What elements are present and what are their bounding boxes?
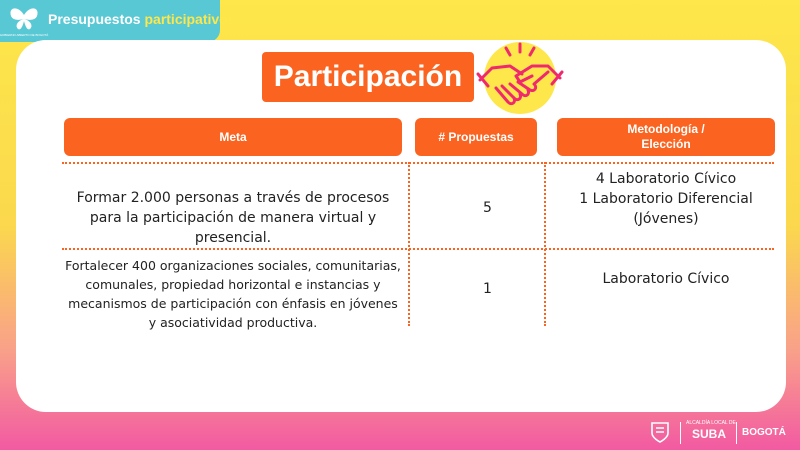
table-row-2-propuestas: 1 bbox=[483, 281, 492, 297]
handshake-icon bbox=[470, 30, 570, 120]
program-name: Presupuestos participativos bbox=[48, 11, 236, 27]
metodologia-line: Laboratorio Cívico bbox=[602, 271, 730, 287]
row-divider-top bbox=[62, 162, 774, 164]
alcaldia-suba-logo: ALCALDÍA LOCAL DE SUBA bbox=[686, 420, 736, 441]
footer-separator bbox=[680, 422, 681, 444]
bogota-logo: BOGOTÁ bbox=[742, 427, 786, 438]
column-divider-left bbox=[408, 162, 410, 326]
svg-text:GOBIERNO ABIERTO DE BOGOTÁ: GOBIERNO ABIERTO DE BOGOTÁ bbox=[0, 33, 49, 37]
metodologia-line: (Jóvenes) bbox=[633, 211, 699, 227]
metodologia-line: 4 Laboratorio Cívico bbox=[595, 171, 737, 187]
program-badge bbox=[0, 0, 236, 42]
row-divider-middle bbox=[62, 248, 774, 250]
table-row-1-metodologia bbox=[566, 169, 766, 229]
footer-logos bbox=[648, 418, 798, 446]
column-divider-right bbox=[544, 162, 546, 326]
column-header-propuestas: # Propuestas bbox=[415, 118, 537, 156]
footer-separator bbox=[736, 422, 737, 444]
bogota-seal-icon bbox=[648, 420, 672, 444]
column-header-meta: Meta bbox=[64, 118, 402, 156]
table-row-2-meta: Fortalecer 400 organizaciones sociales, comunitarias, comunales, propiedad horizontal e instancias y mecanismos de participación con énfasis en jóvenes y asociatividad productiva. bbox=[65, 258, 401, 330]
metodologia-line: 1 Laboratorio Diferencial bbox=[579, 191, 753, 207]
page-title: Participación bbox=[262, 52, 474, 102]
column-header-metodologia bbox=[557, 118, 775, 156]
column-header-metodologia-text: Metodología / Elección bbox=[627, 122, 705, 151]
butterfly-logo-icon bbox=[0, 3, 49, 39]
table-row-1-meta: Formar 2.000 personas a través de procesos para la participación de manera virtual y presencial. bbox=[76, 190, 390, 246]
table-row-1-propuestas: 5 bbox=[483, 200, 492, 216]
table-row-2-metodologia bbox=[566, 271, 766, 287]
